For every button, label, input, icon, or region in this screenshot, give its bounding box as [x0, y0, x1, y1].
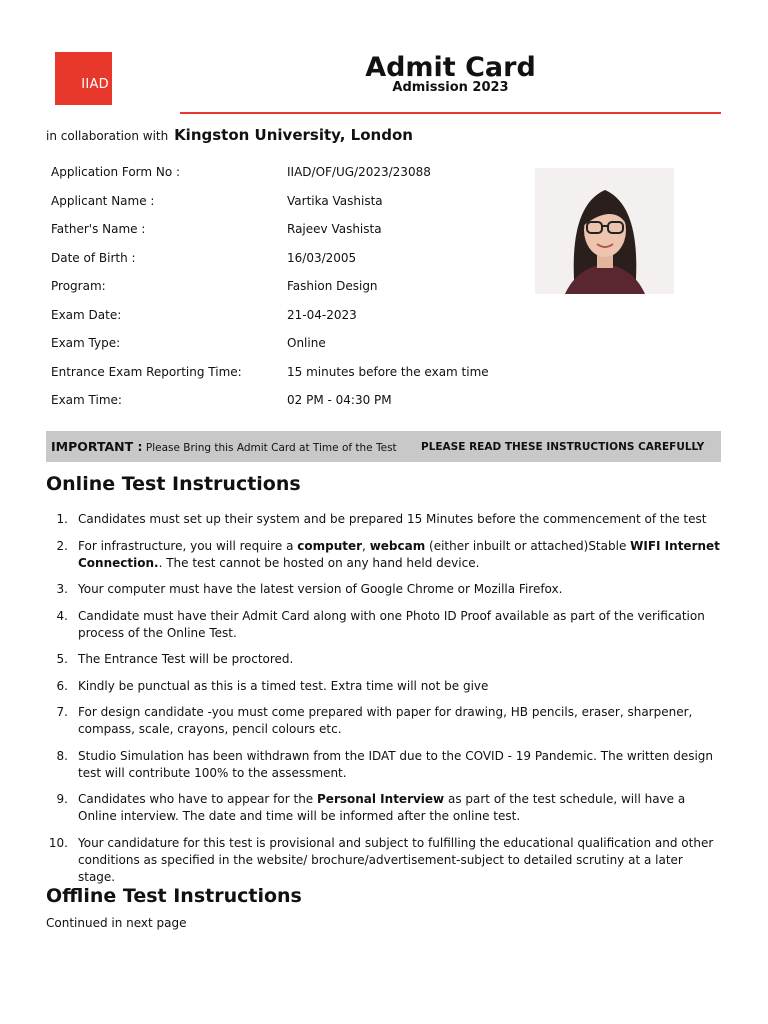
detail-row: [51, 222, 511, 251]
title-block: [180, 52, 721, 96]
instruction-fragment: Candidates must set up their system and be prepared 15 Minutes before the commencement of the test: [78, 512, 707, 526]
detail-value: Fashion Design: [287, 279, 378, 293]
detail-label: Program:: [51, 279, 106, 293]
instruction-text: [78, 791, 721, 825]
detail-label: Father's Name :: [51, 222, 146, 236]
detail-label: Date of Birth :: [51, 250, 136, 265]
detail-row: [51, 165, 511, 194]
instruction-fragment: Your computer must have the latest version of Google Chrome or Mozilla Firefox.: [78, 582, 563, 596]
instruction-fragment: . The test cannot be hosted on any hand held device.: [158, 555, 480, 570]
important-text: Please Bring this Admit Card at Time of the Test: [145, 442, 397, 454]
instruction-number: 10.: [48, 835, 68, 850]
detail-value: Online: [287, 336, 326, 350]
important-note: [51, 439, 421, 454]
instruction-fragment: as part of the test schedule, will have a Online interview. The date and time will be informed after the online test.: [78, 792, 686, 823]
instruction-text: [78, 581, 721, 598]
detail-value: 15 minutes before the exam time: [287, 364, 489, 379]
page-title: Admit Card: [365, 52, 536, 83]
university-name: Kingston University, London: [174, 126, 413, 144]
instruction-text: [78, 704, 721, 738]
online-instructions-list: [46, 511, 721, 895]
detail-value: 21-04-2023: [287, 307, 357, 322]
instruction-fragment: For infrastructure, you will require a: [78, 538, 298, 553]
instruction-number: 1.: [56, 512, 68, 526]
instruction-emphasis: Personal Interview: [317, 792, 445, 806]
continued-note: Continued in next page: [46, 916, 187, 930]
detail-row: [51, 336, 511, 365]
instruction-text: [78, 511, 721, 528]
instruction-number: 5.: [56, 652, 68, 666]
instruction-emphasis: computer: [297, 538, 363, 553]
instruction-number: 8.: [56, 748, 68, 763]
instruction-number: 4.: [56, 608, 68, 623]
detail-label: Applicant Name :: [51, 193, 155, 208]
instruction-item: [46, 651, 721, 668]
instruction-emphasis: webcam: [369, 538, 426, 553]
instruction-fragment: Candidate must have their Admit Card along with one Photo ID Proof available as part of the verification process of the Online Test.: [78, 608, 705, 640]
instruction-item: [46, 704, 721, 738]
detail-row: [51, 308, 511, 337]
instruction-fragment: Candidates who have to appear for the: [78, 792, 318, 806]
important-banner: [46, 431, 721, 462]
instruction-text: [78, 678, 721, 695]
instruction-fragment: Studio Simulation has been withdrawn from the IDAT due to the COVID - 19 Pandemic. The written design test will contribute 100% to the assessment.: [78, 748, 714, 780]
instruction-text: [78, 748, 721, 782]
detail-label: Application Form No :: [51, 165, 181, 179]
instruction-fragment: For design candidate -you must come prepared with paper for drawing, HB pencils, eraser, sharpener, compass, scale, crayons, pencil colours etc.: [78, 705, 693, 736]
instruction-number: 7.: [56, 705, 68, 719]
instruction-text: [78, 538, 721, 572]
detail-label: Exam Date:: [51, 307, 122, 322]
instruction-number: 2.: [56, 538, 68, 553]
detail-label: Entrance Exam Reporting Time:: [51, 364, 242, 379]
page-subtitle: Admission 2023: [392, 80, 509, 95]
important-label: IMPORTANT :: [51, 439, 143, 454]
instruction-fragment: Your candidature for this test is provisional and subject to fulfilling the educational qualification and other conditions as specified in the website/ brochure/advertisement-subject to detailed scrutiny at a later stage.: [78, 835, 714, 884]
instruction-fragment: ,: [362, 538, 370, 553]
detail-value: 16/03/2005: [287, 250, 357, 265]
instruction-fragment: Kindly be punctual as this is a timed test. Extra time will not be give: [78, 678, 489, 693]
detail-row: [51, 365, 511, 394]
applicant-photo: [535, 168, 674, 294]
instruction-number: 6.: [56, 678, 68, 693]
detail-label: Exam Time:: [51, 393, 122, 407]
detail-row: [51, 393, 511, 422]
instruction-item: [46, 608, 721, 642]
instruction-item: [46, 835, 721, 886]
collab-prefix: in collaboration with: [46, 129, 169, 143]
applicant-details: [51, 165, 511, 422]
logo-text: IIAD: [81, 77, 109, 92]
iiad-logo: [55, 52, 112, 105]
applicant-photo-image: [535, 168, 674, 294]
instruction-item: [46, 678, 721, 695]
detail-row: [51, 251, 511, 280]
instruction-item: [46, 748, 721, 782]
detail-value: IIAD/OF/UG/2023/23088: [287, 165, 431, 179]
instruction-item: [46, 581, 721, 598]
instruction-number: 9.: [56, 792, 68, 806]
instruction-number: 3.: [56, 582, 68, 596]
detail-row: [51, 279, 511, 308]
detail-value: 02 PM - 04:30 PM: [287, 393, 392, 407]
instruction-fragment: (either inbuilt or attached)Stable: [425, 538, 631, 553]
title-divider: [180, 112, 721, 114]
detail-value: Rajeev Vashista: [287, 222, 382, 236]
online-instructions-heading: Online Test Instructions: [46, 473, 301, 495]
instruction-emphasis: WIFI Internet Connection.: [78, 538, 720, 570]
offline-instructions-heading: Offline Test Instructions: [46, 885, 302, 907]
detail-row: [51, 194, 511, 223]
collaboration-line: [46, 126, 413, 144]
instruction-text: [78, 651, 721, 668]
instruction-item: [46, 791, 721, 825]
detail-value: Vartika Vashista: [287, 193, 383, 208]
read-instructions-note: PLEASE READ THESE INSTRUCTIONS CAREFULLY: [421, 440, 705, 453]
instruction-text: [78, 835, 721, 886]
detail-label: Exam Type:: [51, 336, 121, 350]
instruction-item: [46, 511, 721, 528]
instruction-text: [78, 608, 721, 642]
instruction-fragment: The Entrance Test will be proctored.: [78, 652, 294, 666]
instruction-item: [46, 538, 721, 572]
